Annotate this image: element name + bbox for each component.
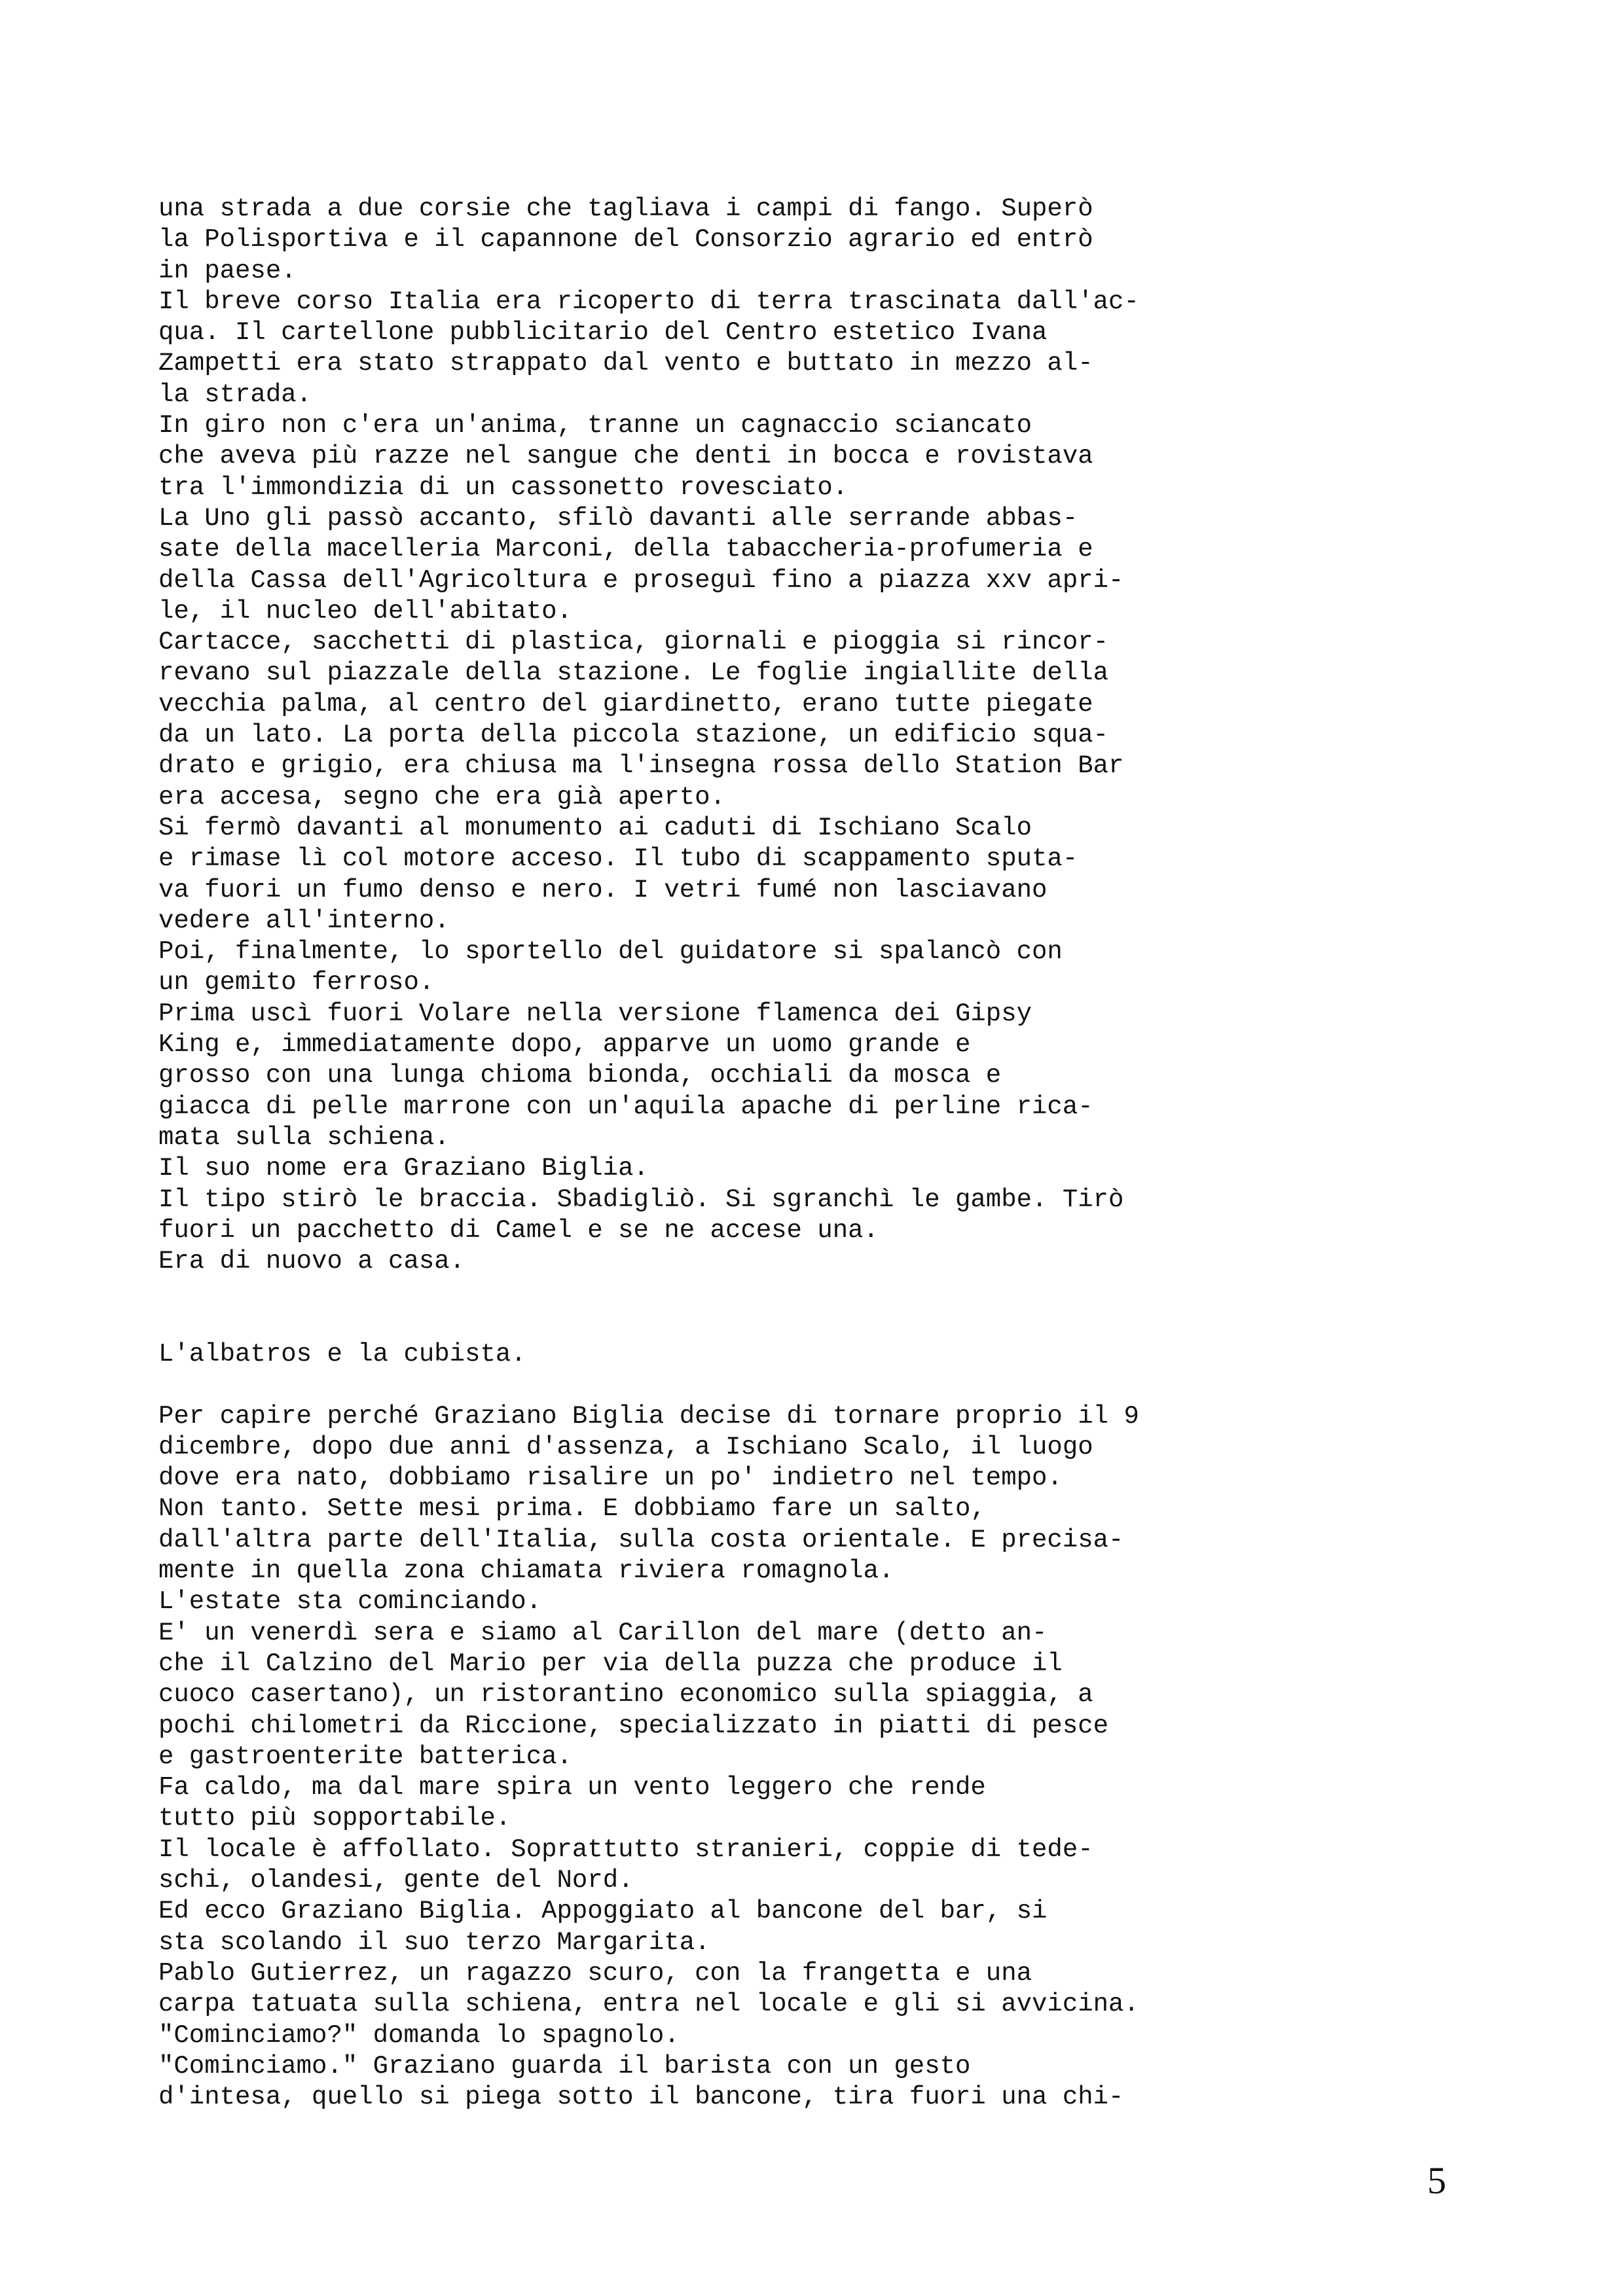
text-line: cuoco casertano), un ristorantino economico sulla spiaggia, a: [158, 1680, 1093, 1710]
blank-line: [158, 1277, 1402, 1308]
text-line: La Uno gli passò accanto, sfilò davanti alle serrande abbas-: [158, 503, 1078, 533]
text-line: Il tipo stirò le braccia. Sbadigliò. Si sgranchì le gambe. Tirò: [158, 1185, 1124, 1214]
text-line: tra l'immondizia di un cassonetto rovesciato.: [158, 473, 848, 502]
text-line: carpa tatuata sulla schiena, entra nel locale e gli si avvicina.: [158, 1990, 1139, 2019]
text-line: Si fermò davanti al monumento ai caduti di Ischiano Scalo: [158, 813, 1032, 842]
text-line: dall'altra parte dell'Italia, sulla costa orientale. E precisa-: [158, 1525, 1124, 1554]
text-line: Cartacce, sacchetti di plastica, giornali e pioggia si rincor-: [158, 628, 1109, 657]
text-line: revano sul piazzale della stazione. Le foglie ingiallite della: [158, 658, 1109, 688]
text-line: della Cassa dell'Agricoltura e proseguì fino a piazza xxv apri-: [158, 565, 1124, 595]
text-line: e rimase lì col motore acceso. Il tubo di scappamento sputa-: [158, 844, 1078, 874]
text-line: la strada.: [158, 380, 312, 409]
blank-line: [158, 1308, 1402, 1339]
text-line: fuori un pacchetto di Camel e se ne accese una.: [158, 1215, 879, 1245]
text-line: da un lato. La porta della piccola stazione, un edificio squa-: [158, 721, 1109, 750]
text-line: Il locale è affollato. Soprattutto stranieri, coppie di tede-: [158, 1835, 1093, 1864]
text-line: Poi, finalmente, lo sportello del guidatore si spalancò con: [158, 937, 1063, 967]
text-line: vedere all'interno.: [158, 906, 450, 935]
text-line: una strada a due corsie che tagliava i campi di fango. Superò: [158, 194, 1093, 223]
text-line: L'estate sta cominciando.: [158, 1587, 542, 1617]
page-number: 5: [1427, 2159, 1446, 2202]
text-line: Zampetti era stato strappato dal vento e buttato in mezzo al-: [158, 349, 1093, 378]
text-line: "Cominciamo." Graziano guarda il barista con un gesto: [158, 2051, 971, 2081]
text-line: tutto più sopportabile.: [158, 1804, 511, 1833]
text-line: schi, olandesi, gente del Nord.: [158, 1866, 634, 1895]
text-line: che aveva più razze nel sangue che denti in bocca e rovistava: [158, 442, 1093, 471]
text-line: in paese.: [158, 256, 297, 285]
text-line: la Polisportiva e il capannone del Consorzio agrario ed entrò: [158, 225, 1093, 255]
text-line: Prima uscì fuori Volare nella versione flamenca dei Gipsy: [158, 999, 1032, 1028]
text-line: Pablo Gutierrez, un ragazzo scuro, con la frangetta e una: [158, 1958, 1032, 1988]
text-line: Il breve corso Italia era ricoperto di terra trascinata dall'ac-: [158, 287, 1139, 316]
text-line: dicembre, dopo due anni d'assenza, a Ischiano Scalo, il luogo: [158, 1432, 1093, 1462]
text-line: King e, immediatamente dopo, apparve un uomo grande e: [158, 1030, 971, 1060]
text-line: E' un venerdì sera e siamo al Carillon del mare (detto an-: [158, 1618, 1048, 1647]
text-line: Per capire perché Graziano Biglia decise di tornare proprio il 9: [158, 1401, 1139, 1431]
text-line: sta scolando il suo terzo Margarita.: [158, 1928, 710, 1957]
text-line: era accesa, segno che era già aperto.: [158, 782, 725, 812]
text-line: Fa caldo, ma dal mare spira un vento leggero che rende: [158, 1773, 986, 1803]
text-line: In giro non c'era un'anima, tranne un cagnaccio sciancato: [158, 411, 1032, 440]
text-line: grosso con una lunga chioma bionda, occhiali da mosca e: [158, 1061, 1002, 1090]
text-line: Il suo nome era Graziano Biglia.: [158, 1154, 649, 1183]
text-line: giacca di pelle marrone con un'aquila apache di perline rica-: [158, 1092, 1093, 1121]
text-line: Non tanto. Sette mesi prima. E dobbiamo fare un salto,: [158, 1494, 986, 1524]
text-line: drato e grigio, era chiusa ma l'insegna rossa dello Station Bar: [158, 751, 1124, 781]
text-line: dove era nato, dobbiamo risalire un po' indietro nel tempo.: [158, 1463, 1063, 1493]
body-text: [158, 194, 1402, 2113]
text-line: d'intesa, quello si piega sotto il bancone, tira fuori una chi-: [158, 2083, 1124, 2112]
text-line: va fuori un fumo denso e nero. I vetri fumé non lasciavano: [158, 875, 1048, 905]
text-line: un gemito ferroso.: [158, 968, 435, 997]
text-line: pochi chilometri da Riccione, specializzato in piatti di pesce: [158, 1711, 1109, 1740]
text-line: qua. Il cartellone pubblicitario del Centro estetico Ivana: [158, 318, 1048, 348]
text-line: le, il nucleo dell'abitato.: [158, 596, 572, 626]
text-line: vecchia palma, al centro del giardinetto, erano tutte piegate: [158, 689, 1093, 719]
text-line: sate della macelleria Marconi, della tabaccheria-profumeria e: [158, 535, 1093, 564]
text-line: mente in quella zona chiamata riviera romagnola.: [158, 1556, 894, 1586]
text-line: che il Calzino del Mario per via della puzza che produce il: [158, 1649, 1063, 1678]
text-line: Era di nuovo a casa.: [158, 1247, 465, 1276]
blank-line: [158, 1370, 1402, 1401]
text-line: e gastroenterite batterica.: [158, 1742, 572, 1771]
text-line: mata sulla schiena.: [158, 1122, 450, 1152]
text-line: L'albatros e la cubista.: [158, 1339, 526, 1369]
text-line: Ed ecco Graziano Biglia. Appoggiato al bancone del bar, si: [158, 1897, 1048, 1926]
text-line: "Cominciamo?" domanda lo spagnolo.: [158, 2020, 680, 2050]
